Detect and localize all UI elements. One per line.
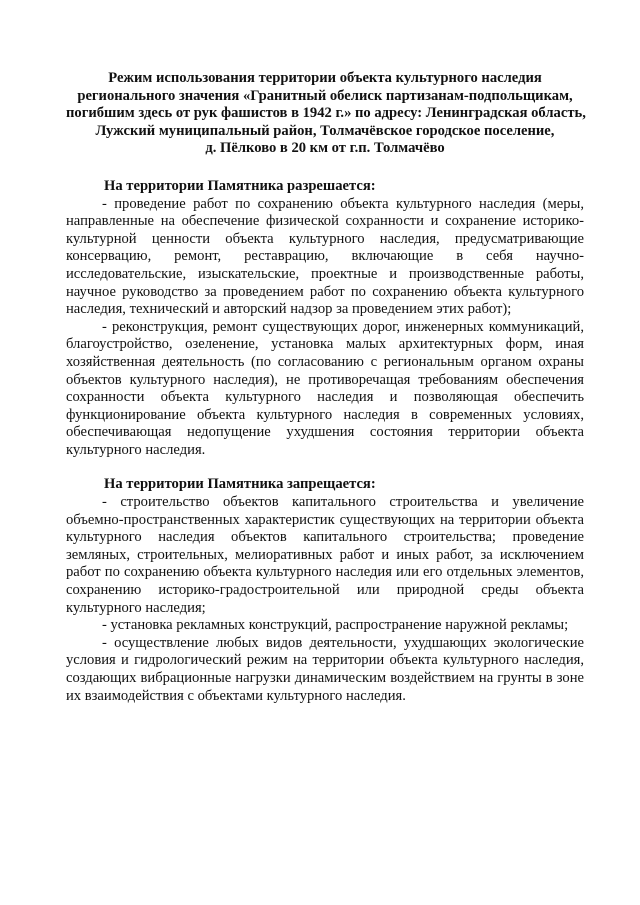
allowed-section: [66, 178, 584, 460]
document-page: [66, 70, 584, 705]
title-line-3: погибшим здесь от рук фашистов в 1942 г.» по адресу: Ленинградская область,: [66, 105, 586, 122]
forbidden-section: [66, 476, 584, 705]
forbidden-item-3: - осуществление любых видов деятельности, ухудшающих экологические условия и гидрологический режим на территории объекта культурного наследия, создающих вибрационные нагрузки динамическим воздействием на грунты в зоне их взаимодействия с объектами культурного наследия.: [66, 634, 584, 704]
title-line-4: Лужский муниципальный район, Толмачёвское городское поселение,: [95, 122, 555, 139]
forbidden-heading: На территории Памятника запрещается:: [104, 476, 376, 493]
allowed-heading: На территории Памятника разрешается:: [104, 177, 376, 194]
forbidden-item-2: - установка рекламных конструкций, распространение наружной рекламы;: [102, 617, 569, 634]
document-title: [66, 70, 584, 158]
title-line-5: д. Пёлково в 20 км от г.п. Толмачёво: [205, 140, 445, 157]
allowed-item-2: - реконструкция, ремонт существующих дорог, инженерных коммуникаций, благоустройство, озеленение, установка малых архитектурных форм, иная хозяйственная деятельность (по согласованию с региональным органом охраны объектов культурного наследия), не противоречащая требованиям обеспечения сохранности объекта культурного наследия и позволяющая обеспечить функционирование объекта культурного наследия в современных условиях, обеспечивающая недопущение ухудшения состояния территории объекта культурного наследия.: [66, 318, 584, 458]
title-line-1: Режим использования территории объекта культурного наследия: [108, 70, 542, 86]
title-line-2: регионального значения «Гранитный обелиск партизанам-подпольщикам,: [77, 87, 573, 104]
allowed-item-1: - проведение работ по сохранению объекта культурного наследия (меры, направленные на обеспечение физической сохранности и сохранение историко-культурной ценности объекта культурного наследия, предусматривающие консервацию, ремонт, реставрацию, включающие в себя научно-исследовательские, изыскательские, проектные и производственные работы, научное руководство за проведением работ по сохранению объекта культурного наследия, технический и авторский надзор за проведением этих работ);: [66, 195, 584, 318]
forbidden-item-1: - строительство объектов капитального строительства и увеличение объемно-пространственных характеристик существующих на территории объекта культурного наследия объектов капитального строительства; проведение земляных, строительных, мелиоративных работ и иных работ, за исключением работ по сохранению объекта культурного наследия или его отдельных элементов, сохранению историко-градостроительной или природной среды объекта культурного наследия;: [66, 494, 584, 616]
